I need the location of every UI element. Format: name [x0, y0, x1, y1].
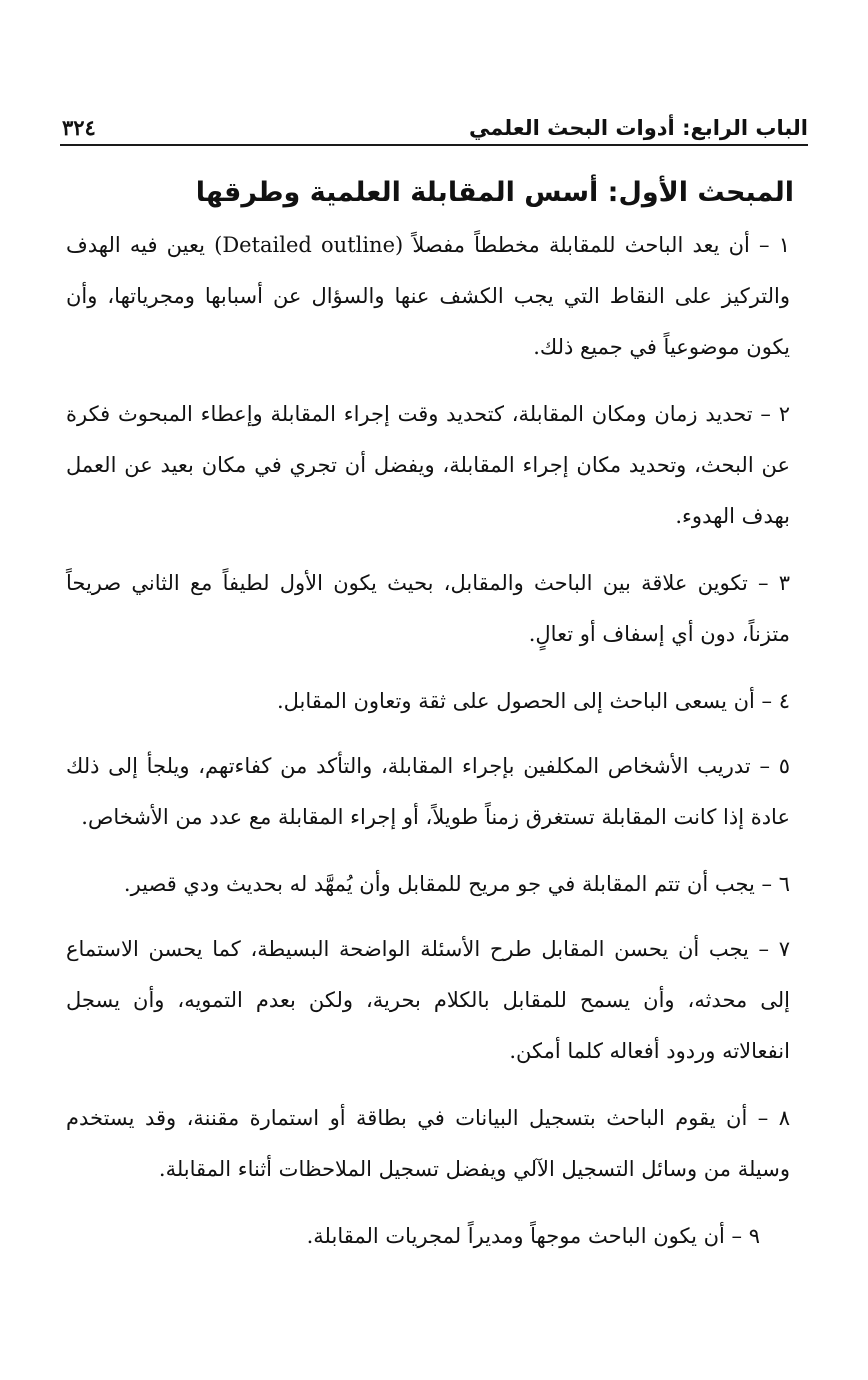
list-item: ٣ – تكوين علاقة بين الباحث والمقابل، بحيث يكون الأول لطيفاً مع الثاني صريحاً متزناً، دون أي إسفاف أو تعالٍ. [66, 571, 790, 646]
section-title: الباب الرابع: أدوات البحث العلمي [468, 116, 808, 140]
item-number: ٧ [778, 937, 790, 961]
list-item: ٤ – أن يسعى الباحث إلى الحصول على ثقة وتعاون المقابل. [276, 689, 790, 713]
list-item: ٦ – يجب أن تتم المقابلة في جو مريح للمقابل وأن يُمهَّد له بحديث ودي قصير. [123, 872, 790, 896]
page-number: ٣٢٤ [62, 115, 96, 140]
item-text: تدريب الأشخاص المكلفين بإجراء المقابلة، والتأكد من كفاءتهم، ويلجأ إلى ذلك عادة إذا كانت المقابلة تستغرق زمناً طويلاً، أو إجراء المقابلة مع عدد من الأشخاص. [66, 754, 790, 829]
item-text: أن يعد الباحث للمقابلة مخططاً مفصلاً ( [395, 233, 750, 257]
header-rule [60, 144, 808, 146]
item-number: ٤ [778, 689, 790, 713]
item-number: ١ [778, 233, 790, 257]
item-text: تحديد زمان ومكان المقابلة، كتحديد وقت إجراء المقابلة وإعطاء المبحوث فكرة عن البحث، وتحديد مكان إجراء المقابلة، ويفضل أن تجري في مكان بعيد عن العمل بهدف الهدوء. [66, 402, 790, 528]
item-text: يجب أن يحسن المقابل طرح الأسئلة الواضحة البسيطة، كما يحسن الاستماع إلى محدثه، وأن يسمح للمقابل بالكلام بحرية، ولكن بعدم التمويه، وأن يسجل انفعالاته وردود أفعاله كلما أمكن. [66, 937, 790, 1063]
item-text: أن يكون الباحث موجهاً ومديراً لمجريات المقابلة. [306, 1224, 725, 1248]
item-number: ٣ [778, 571, 790, 595]
list-item: ٧ – يجب أن يحسن المقابل طرح الأسئلة الواضحة البسيطة، كما يحسن الاستماع إلى محدثه، وأن يسمح للمقابل بالكلام بحرية، ولكن بعدم التمويه، وأن يسجل انفعالاته وردود أفعاله كلما أمكن. [66, 937, 790, 1063]
english-term: Detailed outline [222, 233, 396, 257]
item-text: أن يقوم الباحث بتسجيل البيانات في بطاقة أو استمارة مقننة، وقد يستخدم وسيلة من وسائل التسجيل الآلي ويفضل تسجيل الملاحظات أثناء المقابلة. [66, 1106, 790, 1181]
chapter-heading: المبحث الأول: أسس المقابلة العلمية وطرقها [195, 177, 794, 208]
item-text: يجب أن تتم المقابلة في جو مريح للمقابل وأن يُمهَّد له بحديث ودي قصير. [123, 872, 755, 896]
item-number: ٢ [778, 402, 790, 426]
item-text: ) يعين فيه الهدف والتركيز على النقاط التي يجب الكشف عنها والسؤال عن أسبابها ومجرياتها، وأن يكون موضوعياً في جميع ذلك. [66, 233, 790, 359]
item-number: ٨ [778, 1106, 790, 1130]
list-item: ٩ – أن يكون الباحث موجهاً ومديراً لمجريات المقابلة. [306, 1224, 760, 1248]
list-item: ١ – أن يعد الباحث للمقابلة مخططاً مفصلاً (Detailed outline) يعين فيه الهدف والتركيز على النقاط التي يجب الكشف عنها والسؤال عن أسبابها ومجرياتها، وأن يكون موضوعياً في جميع ذلك. [66, 233, 790, 359]
item-number: ٦ [778, 872, 790, 896]
list-item: ٨ – أن يقوم الباحث بتسجيل البيانات في بطاقة أو استمارة مقننة، وقد يستخدم وسيلة من وسائل التسجيل الآلي ويفضل تسجيل الملاحظات أثناء المقابلة. [66, 1106, 790, 1181]
running-header [62, 104, 808, 140]
item-text: أن يسعى الباحث إلى الحصول على ثقة وتعاون المقابل. [276, 689, 755, 713]
item-text: تكوين علاقة بين الباحث والمقابل، بحيث يكون الأول لطيفاً مع الثاني صريحاً متزناً، دون أي إسفاف أو تعالٍ. [66, 571, 790, 646]
body-text [66, 220, 790, 1276]
item-number: ٥ [778, 754, 790, 778]
list-item: ٥ – تدريب الأشخاص المكلفين بإجراء المقابلة، والتأكد من كفاءتهم، ويلجأ إلى ذلك عادة إذا كانت المقابلة تستغرق زمناً طويلاً، أو إجراء المقابلة مع عدد من الأشخاص. [66, 754, 790, 829]
item-number: ٩ [748, 1224, 760, 1248]
list-item: ٢ – تحديد زمان ومكان المقابلة، كتحديد وقت إجراء المقابلة وإعطاء المبحوث فكرة عن البحث، وتحديد مكان إجراء المقابلة، ويفضل أن تجري في مكان بعيد عن العمل بهدف الهدوء. [66, 402, 790, 528]
